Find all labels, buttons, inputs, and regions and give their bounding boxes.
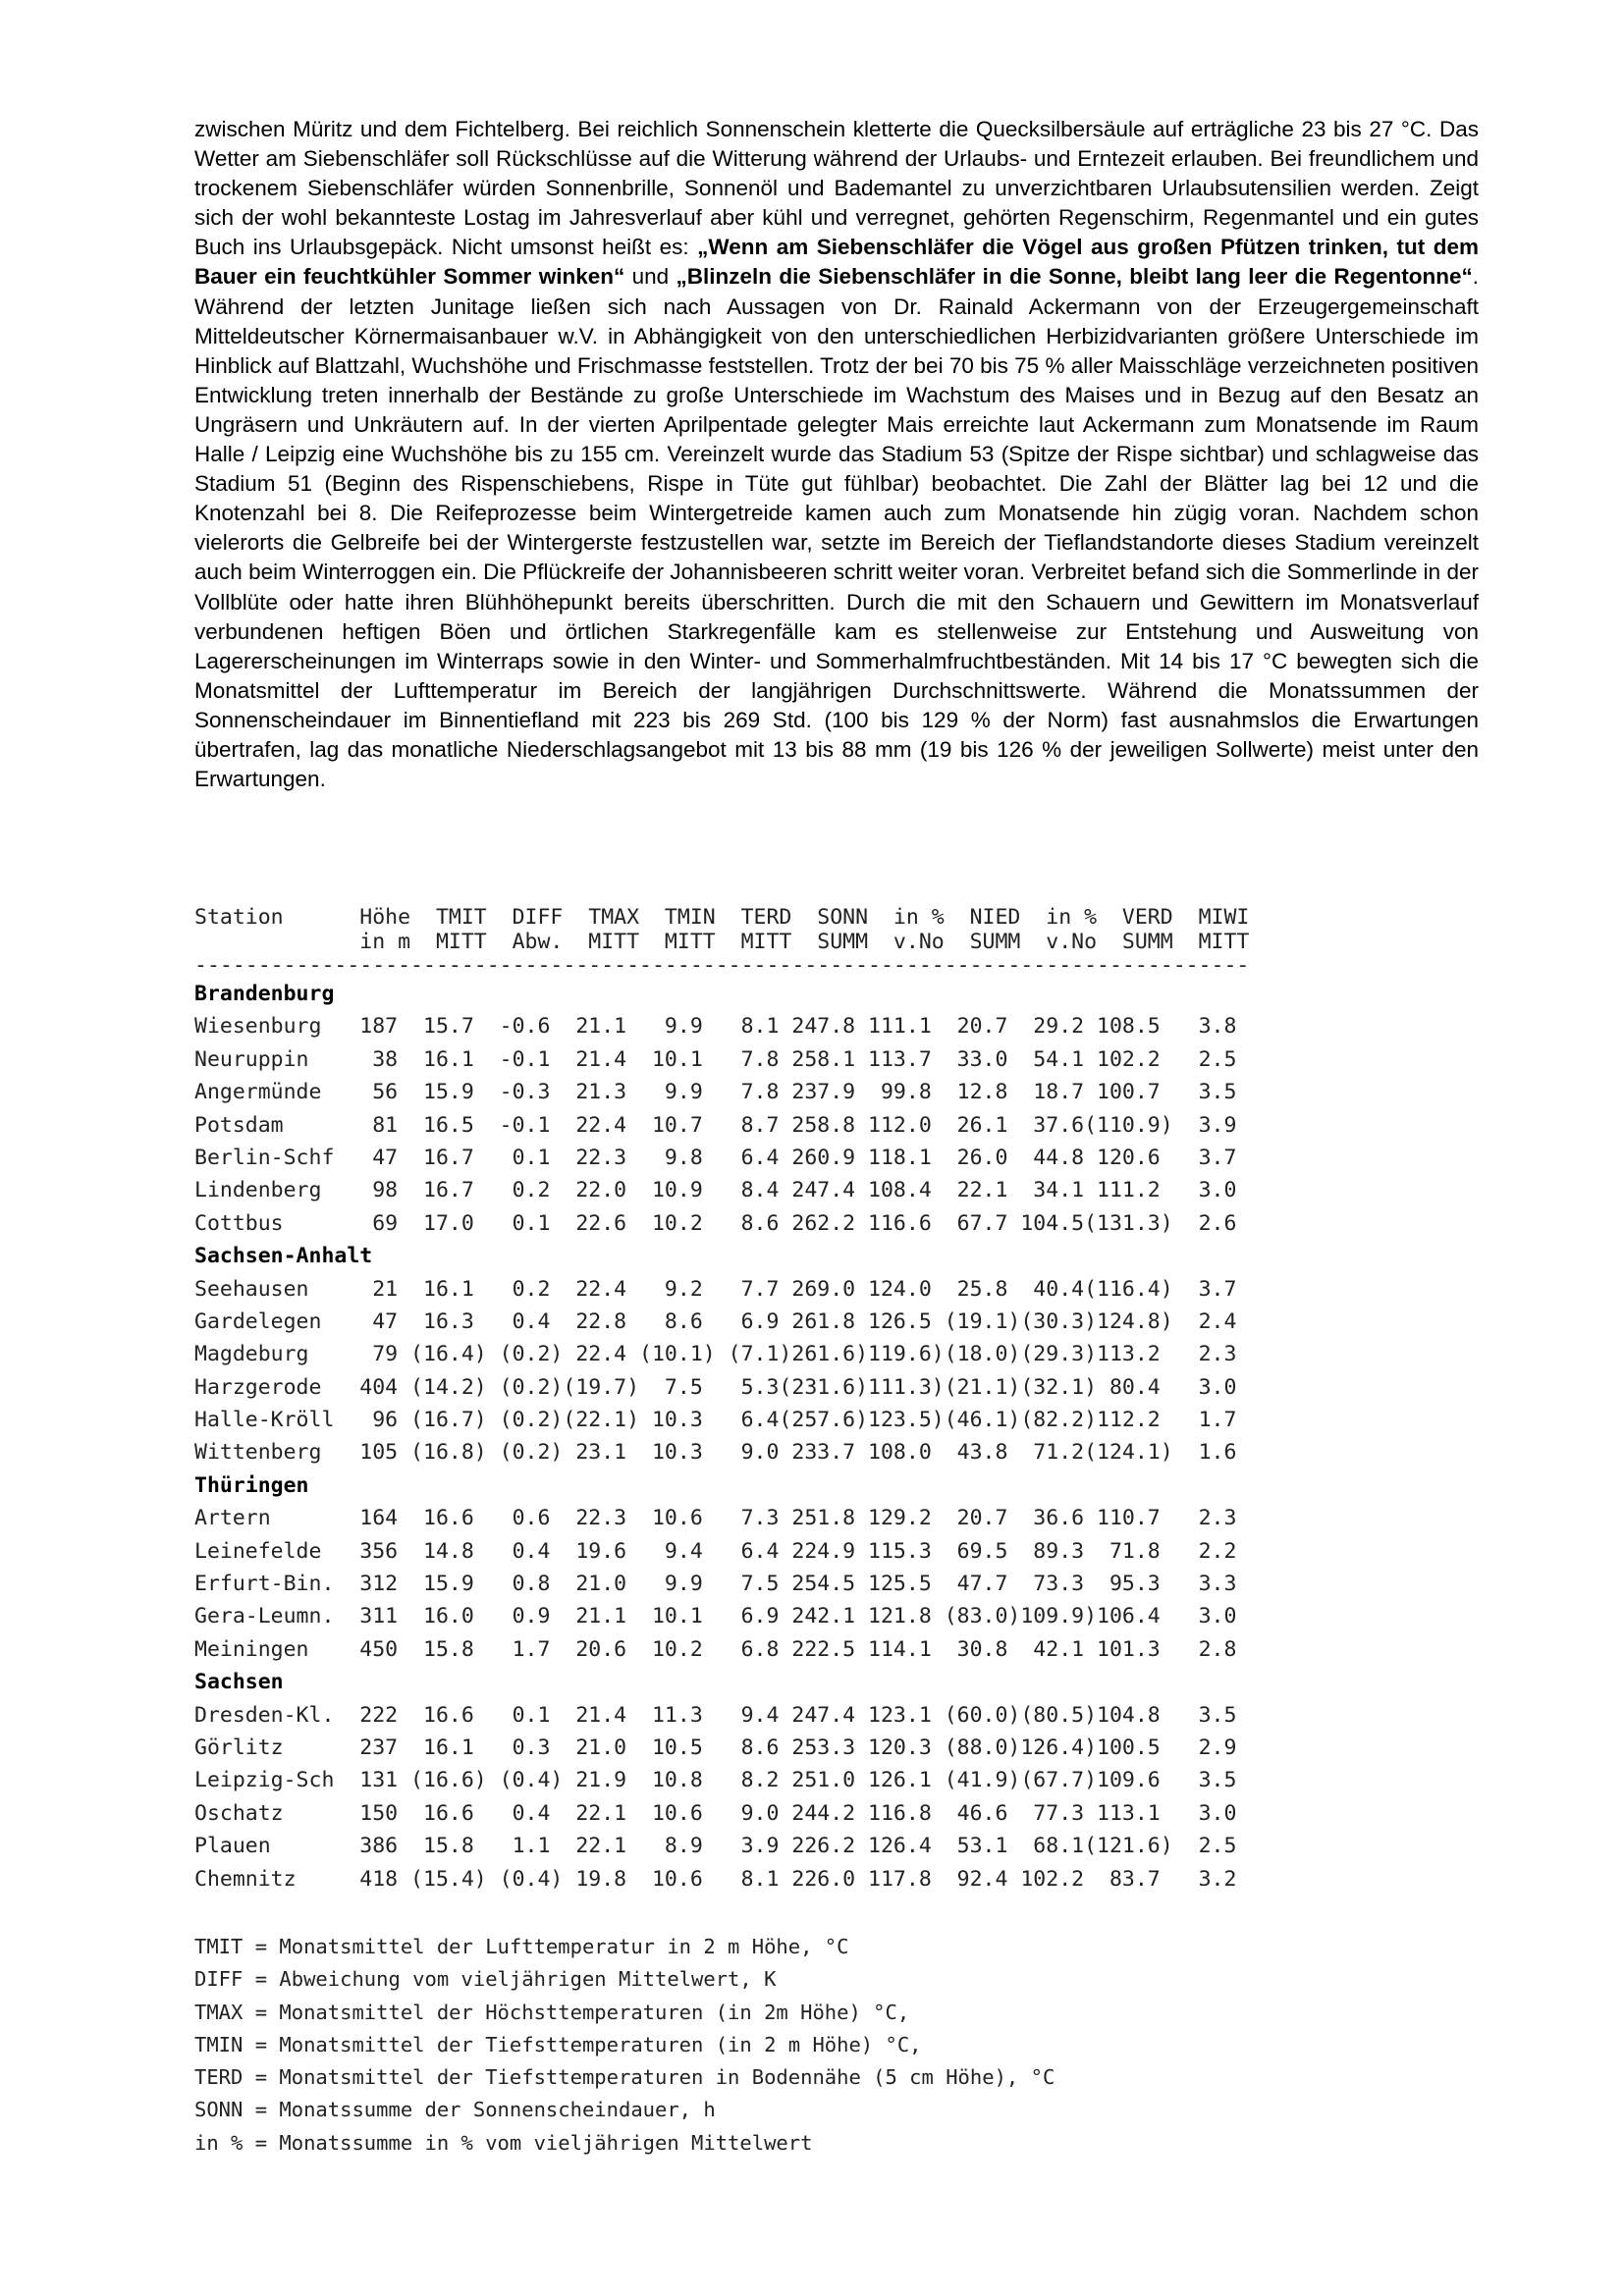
group-heading-sachsen-anhalt: Sachsen-Anhalt (194, 1244, 373, 1269)
group-heading-sachsen: Sachsen (194, 1670, 284, 1695)
body-paragraph (194, 115, 1479, 794)
legend-line-percent: in % = Monatssumme in % vom vieljährigen Mittelwert (194, 2130, 813, 2155)
table-separator: ----------------------------------------------------------------------------------- (194, 954, 1250, 978)
group-heading-thueringen: Thüringen (194, 1472, 309, 1498)
table-row: Leinefelde 356 14.8 0.4 19.6 9.4 6.4 224.9 115.3 69.5 89.3 71.8 2.2 (194, 1538, 1237, 1564)
table-row: Berlin-Schf 47 16.7 0.1 22.3 9.8 6.4 260.9 118.1 26.0 44.8 120.6 3.7 (194, 1145, 1237, 1170)
paragraph-text-2: und (624, 264, 676, 290)
table-row: Neuruppin 38 16.1 -0.1 21.4 10.1 7.8 258.1 113.7 33.0 54.1 102.2 2.5 (194, 1046, 1237, 1072)
table-header-row-1: Station Höhe TMIT DIFF TMAX TMIN TERD SONN in % NIED in % VERD MIWI (194, 905, 1250, 930)
legend-line-terd: TERD = Monatsmittel der Tiefsttemperaturen in Bodennähe (5 cm Höhe), °C (194, 2065, 1055, 2090)
table-row: Meiningen 450 15.8 1.7 20.6 10.2 6.8 222.5 114.1 30.8 42.1 101.3 2.8 (194, 1636, 1237, 1662)
table-row: Artern 164 16.6 0.6 22.3 10.6 7.3 251.8 129.2 20.7 36.6 110.7 2.3 (194, 1506, 1237, 1531)
table-row: Wittenberg 105 (16.8) (0.2) 23.1 10.3 9.0 233.7 108.0 43.8 71.2(124.1) 1.6 (194, 1440, 1237, 1466)
table-row: Halle-Kröll 96 (16.7) (0.2)(22.1) 10.3 6.4(257.6)123.5)(46.1)(82.2)112.2 1.7 (194, 1408, 1237, 1433)
table-header-row-2: in m MITT Abw. MITT MITT MITT SUMM v.No SUMM v.No SUMM MITT (194, 930, 1250, 954)
table-row: Dresden-Kl. 222 16.6 0.1 21.4 11.3 9.4 247.4 123.1 (60.0)(80.5)104.8 3.5 (194, 1702, 1237, 1728)
abbreviation-legend (194, 1931, 1055, 2160)
legend-line-tmin: TMIN = Monatsmittel der Tiefsttemperaturen (in 2 m Höhe) °C, (194, 2032, 922, 2056)
table-row: Magdeburg 79 (16.4) (0.2) 22.4 (10.1) (7.1)261.6)119.6)(18.0)(29.3)113.2 2.3 (194, 1342, 1237, 1367)
table-row: Potsdam 81 16.5 -0.1 22.4 10.7 8.7 258.8 112.0 26.1 37.6(110.9) 3.9 (194, 1112, 1237, 1138)
legend-line-tmit: TMIT = Monatsmittel der Lufttemperatur in 2 m Höhe, °C (194, 1935, 849, 1958)
table-row: Cottbus 69 17.0 0.1 22.6 10.2 8.6 262.2 116.6 67.7 104.5(131.3) 2.6 (194, 1210, 1237, 1236)
table-row: Leipzig-Sch 131 (16.6) (0.4) 21.9 10.8 8.2 251.0 126.1 (41.9)(67.7)109.6 3.5 (194, 1768, 1237, 1793)
paragraph-text-3: . Während der letzten Junitage ließen sich nach Aussagen von Dr. Rainald Ackermann von der Erzeugergemeinschaft Mitteldeutscher Körnermaisanbauer w.V. in Abhängigkeit von den unterschiedlichen Herbizidvarianten größere Unterschiede im Hinblick auf Blattzahl, Wuchshöhe und Frischmasse feststellen. Trotz der bei 70 bis 75 % aller Maisschläge verzeichneten positiven Entwicklung treten innerhalb der Bestände zu große Unterschiede im Wachstum des Maises und in Bezug auf den Besatz an Ungräsern und Unkräutern auf. In der vierten Aprilpentade gelegter Mais erreichte laut Ackermann zum Monatsende im Raum Halle / Leipzig eine Wuchshöhe bis zu 155 cm. Vereinzelt wurde das Stadium 53 (Spitze der Rispe sichtbar) und schlagweise das Stadium 51 (Beginn des Rispenschiebens, Rispe in Tüte gut fühlbar) beobachtet. Die Zahl der Blätter lag bei 12 und die Knotenzahl bei 8. Die Reifeprozesse beim Wintergetreide kamen auch zum Monatsende hin zügig voran. Nachdem schon vielerorts die Gelbreife bei der Wintergerste festzustellen war, setzte im Bereich der Tieflandstandorte dieses Stadium vereinzelt auch beim Winterroggen ein. Die Pflückreife der Johannisbeeren schritt weiter voran. Verbreitet befand sich die Sommerlinde in der Vollblüte oder hatte ihren Blühhöhepunkt bereits überschritten. Durch die mit den Schauern und Gewittern im Monatsverlauf verbundenen heftigen Böen und örtlichen Starkregenfälle kam es stellenweise zur Entstehung und Ausweitung von Lagererscheinungen im Winterraps sowie in den Winter- und Sommerhalmfruchtbeständen. Mit 14 bis 17 °C bewegten sich die Monatsmittel der Lufttemperatur im Bereich der langjährigen Durchschnittswerte. Während die Monatssummen der Sonnenscheindauer im Binnentiefland mit 223 bis 269 Std. (100 bis 129 % der Norm) fast ausnahmslos die Erwartungen übertrafen, lag das monatliche Niederschlagsangebot mit 13 bis 88 mm (19 bis 126 % der jeweiligen Sollwerte) meist unter den Erwartungen. (194, 264, 1479, 792)
station-data-table (194, 905, 1471, 1896)
legend-line-tmax: TMAX = Monatsmittel der Höchsttemperaturen (in 2m Höhe) °C, (194, 2000, 910, 2024)
table-row: Gardelegen 47 16.3 0.4 22.8 8.6 6.9 261.8 126.5 (19.1)(30.3)124.8) 2.4 (194, 1308, 1237, 1334)
table-row: Angermünde 56 15.9 -0.3 21.3 9.9 7.8 237.9 99.8 12.8 18.7 100.7 3.5 (194, 1080, 1237, 1105)
table-row: Gera-Leumn. 311 16.0 0.9 21.1 10.1 6.9 242.1 121.8 (83.0)109.9)106.4 3.0 (194, 1604, 1237, 1629)
table-row: Chemnitz 418 (15.4) (0.4) 19.8 10.6 8.1 226.0 117.8 92.4 102.2 83.7 3.2 (194, 1866, 1237, 1892)
table-row: Wiesenburg 187 15.7 -0.6 21.1 9.9 8.1 247.8 111.1 20.7 29.2 108.5 3.8 (194, 1014, 1237, 1040)
table-row: Görlitz 237 16.1 0.3 21.0 10.5 8.6 253.3 120.3 (88.0)126.4)100.5 2.9 (194, 1735, 1237, 1760)
table-row: Plauen 386 15.8 1.1 22.1 8.9 3.9 226.2 126.4 53.1 68.1(121.6) 2.5 (194, 1834, 1237, 1859)
table-row: Harzgerode 404 (14.2) (0.2)(19.7) 7.5 5.3(231.6)111.3)(21.1)(32.1) 80.4 3.0 (194, 1374, 1237, 1400)
legend-line-diff: DIFF = Abweichung vom vieljährigen Mittelwert, K (194, 1967, 777, 1992)
weather-proverb-1: „Wenn am Siebenschläfer die Vögel aus großen Pfützen trinken, tut dem Bauer ein feuchtkühler Sommer winken“ (194, 235, 1479, 290)
table-row: Erfurt-Bin. 312 15.9 0.8 21.0 9.9 7.5 254.5 125.5 47.7 73.3 95.3 3.3 (194, 1572, 1237, 1597)
table-row: Lindenberg 98 16.7 0.2 22.0 10.9 8.4 247.4 108.4 22.1 34.1 111.2 3.0 (194, 1178, 1237, 1203)
table-row: Seehausen 21 16.1 0.2 22.4 9.2 7.7 269.0 124.0 25.8 40.4(116.4) 3.7 (194, 1276, 1237, 1302)
table-row: Oschatz 150 16.6 0.4 22.1 10.6 9.0 244.2 116.8 46.6 77.3 113.1 3.0 (194, 1800, 1237, 1826)
group-heading-brandenburg: Brandenburg (194, 982, 335, 1006)
paragraph-text-1: zwischen Müritz und dem Fichtelberg. Bei reichlich Sonnenschein kletterte die Quecksilbersäule auf erträgliche 23 bis 27 °C. Das Wetter am Siebenschläfer soll Rückschlüsse auf die Witterung während der Urlaubs- und Erntezeit erlauben. Bei freundlichem und trockenem Siebenschläfer würden Sonnenbrille, Sonnenöl und Bademantel zu unverzichtbaren Urlaubsutensilien werden. Zeigt sich der wohl bekannteste Lostag im Jahresverlauf aber kühl und verregnet, gehörten Regenschirm, Regenmantel und ein gutes Buch ins Urlaubsgepäck. Nicht umsonst heißt es: (194, 117, 1479, 260)
legend-line-sonn: SONN = Monatssumme der Sonnenscheindauer, h (194, 2098, 716, 2122)
weather-proverb-2: „Blinzeln die Siebenschläfer in die Sonne, bleibt lang leer die Regentonne“ (676, 264, 1473, 290)
